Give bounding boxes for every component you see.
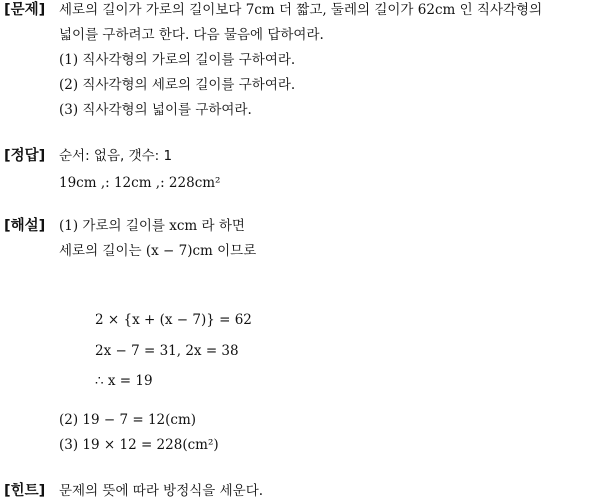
problem-line-1: 세로의 길이가 가로의 길이보다 7cm 더 짧고, 둘레의 길이가 62cm 인 직사각형의 (59, 2, 543, 18)
answer-values: 19cm ,: 12cm ,: 228cm² (59, 175, 221, 191)
hint-text: 문제의 뜻에 따라 방정식을 세운다. (59, 483, 264, 499)
explanation-line-2: 세로의 길이는 (x − 7)cm 이므로 (59, 243, 257, 259)
answer-meta: 순서: 없음, 갯수: 1 (59, 148, 173, 164)
explanation-line-1: (1) 가로의 길이를 xcm 라 하면 (59, 218, 245, 234)
problem-line-2: 넓이를 구하려고 한다. 다음 물음에 답하여라. (59, 27, 324, 43)
answer-label: [정답] (4, 148, 46, 164)
problem-question-2: (2) 직사각형의 세로의 길이를 구하여라. (59, 77, 296, 93)
problem-question-1: (1) 직사각형의 가로의 길이를 구하여라. (59, 52, 296, 68)
explanation-label: [해설] (4, 218, 46, 234)
equation-2: 2x − 7 = 31, 2x = 38 (95, 343, 239, 359)
hint-label: [힌트] (4, 483, 46, 499)
problem-question-3: (3) 직사각형의 넓이를 구하여라. (59, 102, 252, 118)
problem-label: [문제] (4, 2, 46, 18)
explanation-result-2: (2) 19 − 7 = 12(cm) (59, 412, 197, 428)
equation-1: 2 × {x + (x − 7)} = 62 (95, 312, 252, 328)
equation-3: ∴ x = 19 (95, 373, 153, 389)
explanation-result-3: (3) 19 × 12 = 228(cm²) (59, 437, 219, 453)
